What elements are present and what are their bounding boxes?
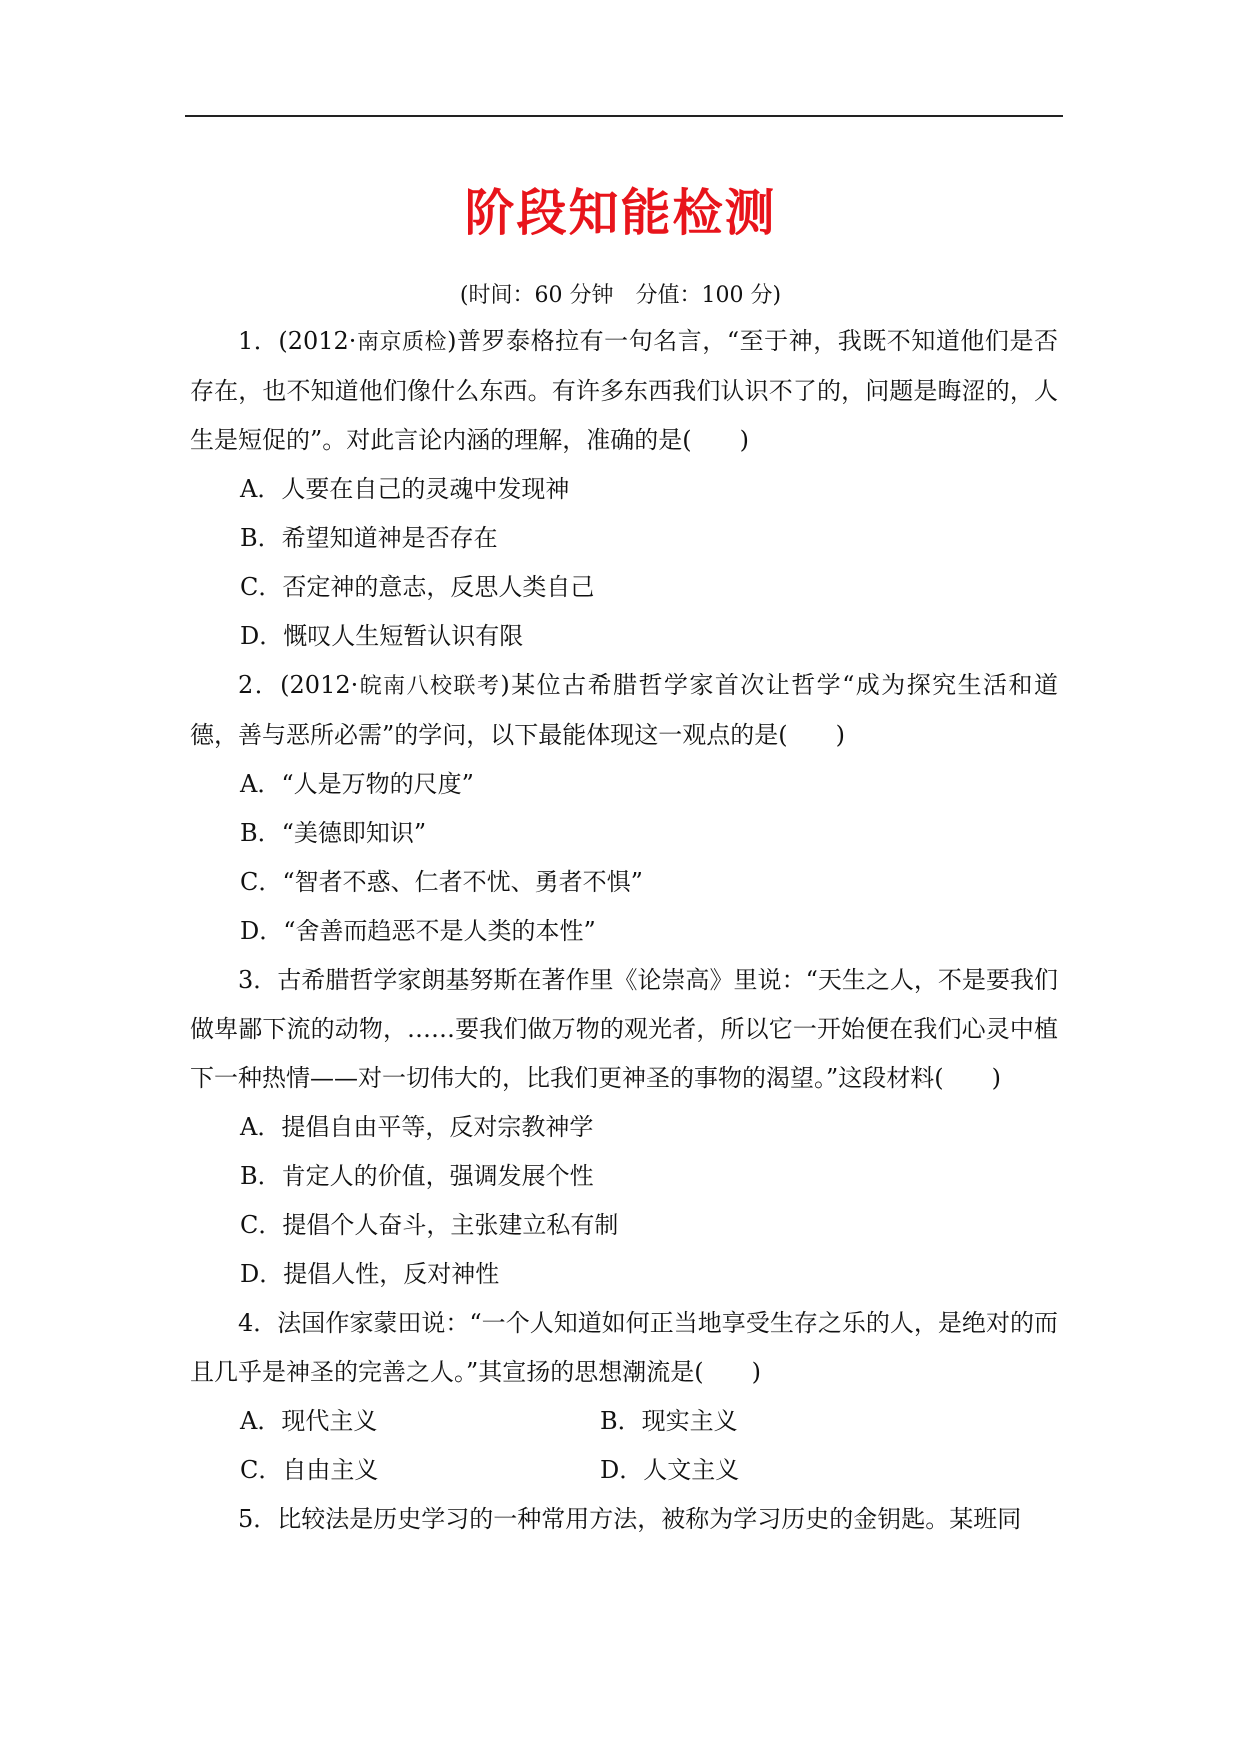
question-number: 4． xyxy=(238,1309,278,1337)
question-number: 2． xyxy=(238,671,281,699)
exam-info: (时间：60 分钟 分值：100 分) xyxy=(459,283,782,308)
question-number: 3． xyxy=(238,966,278,994)
question-number: 1． xyxy=(238,327,279,355)
option-a: A．“人是万物的尺度” xyxy=(240,770,474,798)
option-a: A．现代主义 xyxy=(240,1407,378,1435)
question-stem: 古希腊哲学家朗基努斯在著作里《论崇高》里说：“天生之人，不是要我们做卑鄙下流的动物，……要我们做万物的观光者，所以它一开始便在我们心灵中植下一种热情——对一切伟大的，比我们更神圣的事物的渴望。”这段材料( ) xyxy=(190,966,1058,1092)
question-source: 皖南八校联考 xyxy=(358,674,501,699)
question-list xyxy=(190,317,1058,1544)
option-d: D．“舍善而趋恶不是人类的本性” xyxy=(240,917,596,945)
option-row xyxy=(190,1397,1058,1446)
option-row xyxy=(190,1446,1058,1495)
option-c: C．“智者不惑、仁者不忧、勇者不惧” xyxy=(240,868,643,896)
question-4 xyxy=(190,1299,1058,1397)
question-1 xyxy=(190,317,1058,465)
option-b: B．“美德即知识” xyxy=(240,819,427,847)
source-open: (2012· xyxy=(280,671,359,699)
question-2 xyxy=(190,661,1058,760)
option-b: B．希望知道神是否存在 xyxy=(240,524,498,552)
question-stem: 某位古希腊哲学家首次让哲学“成为探究生活和道德，善与恶所必需”的学问，以下最能体现这一观点的是( ) xyxy=(190,671,1058,749)
source-open: (2012· xyxy=(278,327,357,355)
option-c: C．否定神的意志，反思人类自己 xyxy=(240,573,595,601)
option-c: C．提倡个人奋斗，主张建立私有制 xyxy=(240,1211,619,1239)
question-5 xyxy=(190,1495,1058,1544)
option-a: A．提倡自由平等，反对宗教神学 xyxy=(240,1113,594,1141)
question-3 xyxy=(190,956,1058,1103)
option-d: D．慨叹人生短暂认识有限 xyxy=(240,622,524,650)
option-b: B．现实主义 xyxy=(600,1407,738,1435)
option-c: C．自由主义 xyxy=(240,1456,379,1484)
header-rule xyxy=(185,115,1063,117)
option-a: A．人要在自己的灵魂中发现神 xyxy=(240,475,570,503)
option-d: D．提倡人性，反对神性 xyxy=(240,1260,500,1288)
source-close: ) xyxy=(500,671,510,699)
source-close: ) xyxy=(447,327,457,355)
question-source: 南京质检 xyxy=(356,330,448,355)
question-stem: 普罗泰格拉有一句名言，“至于神，我既不知道他们是否存在，也不知道他们像什么东西。有许多东西我们认识不了的，问题是晦涩的，人生是短促的”。对此言论内涵的理解，准确的是( ) xyxy=(190,327,1058,454)
page-title: 阶段知能检测 xyxy=(464,184,777,242)
question-number: 5． xyxy=(238,1505,278,1533)
option-d: D．人文主义 xyxy=(600,1456,740,1484)
option-b: B．肯定人的价值，强调发展个性 xyxy=(240,1162,594,1190)
question-stem: 比较法是历史学习的一种常用方法，被称为学习历史的金钥匙。某班同 xyxy=(277,1505,1022,1533)
question-stem: 法国作家蒙田说：“一个人知道如何正当地享受生存之乐的人，是绝对的而且几乎是神圣的完善之人。”其宣扬的思想潮流是( ) xyxy=(190,1309,1058,1386)
